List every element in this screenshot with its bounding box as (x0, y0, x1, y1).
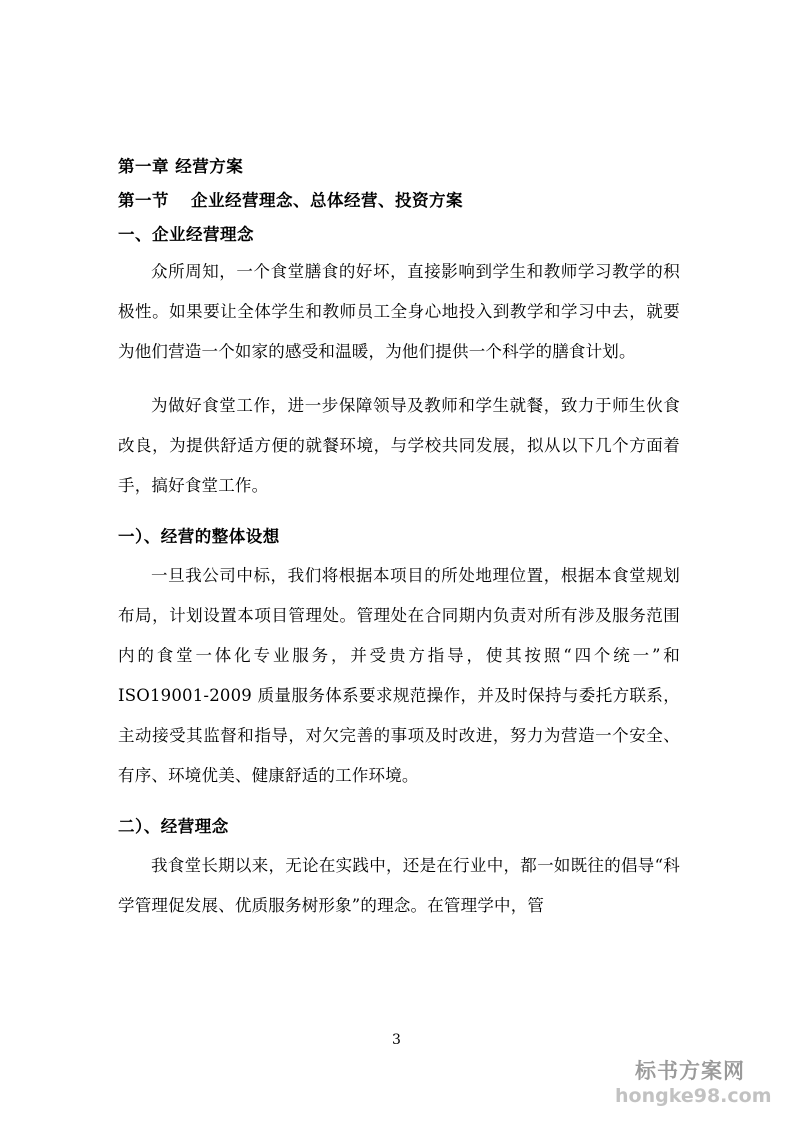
section-heading-number: 第一节 (118, 191, 169, 210)
paragraph-2: 为做好食堂工作，进一步保障领导及教师和学生就餐，致力于师生伙食改良，为提供舒适方便的就餐环境，与学校共同发展，拟从以下几个方面着手，搞好食堂工作。 (118, 396, 680, 495)
paragraph-4: 我食堂长期以来，无论在实践中，还是在行业中，都一如既往的倡导“科学管理促发展、优质服务树形象”的理念。在管理学中，管 (118, 856, 680, 915)
watermark-line-cn: 标书方案网 (635, 1058, 745, 1083)
subsection-heading: 一、企业经营理念 (118, 225, 254, 244)
heading-item-1: 一）、经营的整体设想 (118, 527, 280, 546)
chapter-heading: 第一章 经营方案 (118, 157, 244, 176)
document-body (118, 150, 680, 926)
page-number: 3 (392, 1032, 401, 1048)
heading-item-2: 二）、经营理念 (118, 817, 229, 836)
paragraph-1: 众所周知，一个食堂膳食的好坏，直接影响到学生和教师学习教学的积极性。如果要让全体学生和教师员工全身心地投入到教学和学习中去，就要为他们营造一个如家的感受和温暖，为他们提供一个科学的膳食计划。 (118, 262, 680, 361)
watermark-line-en: hongke98.com (615, 1085, 772, 1107)
section-heading-text: 企业经营理念、总体经营、投资方案 (191, 191, 463, 210)
section-heading (118, 184, 680, 218)
paragraph-3: 一旦我公司中标，我们将根据本项目的所处地理位置，根据本食堂规划布局，计划设置本项目管理处。管理处在合同期内负责对所有涉及服务范围内的食堂一体化专业服务，并受贵方指导，使其按照“四个统一”和 ISO19001-2009 质量服务体系要求规范操作，并及时保持与委托方联系，主动接受其监督和指导，对欠完善的事项及时改进，努力为营造一个安全、有序、环境优美、健康舒适的工作环境。 (118, 566, 680, 785)
watermark (615, 1058, 772, 1108)
